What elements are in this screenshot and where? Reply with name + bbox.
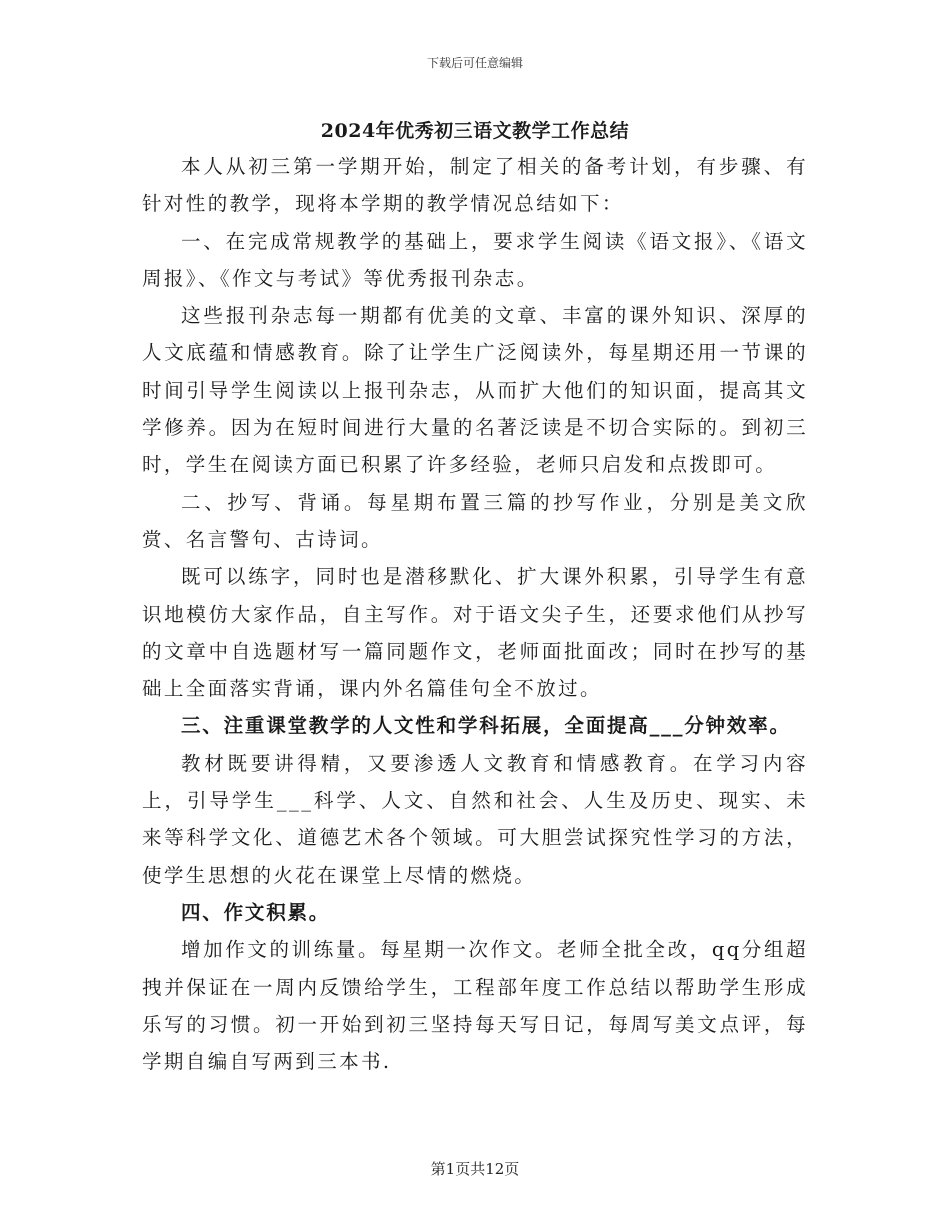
paragraph-section-2-heading: 二、抄写、背诵。每星期布置三篇的抄写作业，分别是美文欣赏、名言警句、古诗词。 bbox=[142, 490, 808, 551]
paragraph-intro: 本人从初三第一学期开始，制定了相关的备考计划，有步骤、有针对性的教学，现将本学期的教学情况总结如下： bbox=[142, 155, 808, 216]
paragraph-section-3-heading: 三、注重课堂教学的人文性和学科拓展，全面提高___分钟效率。 bbox=[181, 714, 791, 738]
paragraph-section-3-body: 教材既要讲得精，又要渗透人文教育和情感教育。在学习内容上，引导学生___科学、人文、自然和社会、人生及历史、现实、未来等科学文化、道德艺术各个领域。可大胆尝试探究性学习的方法，使学生思想的火花在课堂上尽情的燃烧。 bbox=[142, 751, 808, 887]
paragraph-section-4-body: 增加作文的训练量。每星期一次作文。老师全批全改，qq分组超拽并保证在一周内反馈给学生，工程部年度工作总结以帮助学生形成乐写的习惯。初一开始到初三坚持每天写日记，每周写美文点评，每学期自编自写两到三本书. bbox=[142, 938, 808, 1074]
document-body bbox=[142, 148, 808, 1080]
header-note: 下载后可任意编辑 bbox=[426, 56, 523, 70]
paragraph-section-1-body: 这些报刊杂志每一期都有优美的文章、丰富的课外知识、深厚的人文底蕴和情感教育。除了让学生广泛阅读外，每星期还用一节课的时间引导学生阅读以上报刊杂志，从而扩大他们的知识面，提高其文学修养。因为在短时间进行大量的名著泛读是不切合实际的。到初三时，学生在阅读方面已积累了许多经验，老师只启发和点拨即可。 bbox=[142, 304, 808, 477]
paragraph-section-2-body: 既可以练字，同时也是潜移默化、扩大课外积累，引导学生有意识地模仿大家作品，自主写作。对于语文尖子生，还要求他们从抄写的文章中自选题材写一篇同题作文，老师面批面改；同时在抄写的基础上全面落实背诵，课内外名篇佳句全不放过。 bbox=[142, 565, 808, 701]
paragraph-section-4-heading: 四、作文积累。 bbox=[181, 900, 331, 924]
page-number: 第1页共12页 bbox=[430, 1160, 520, 1178]
paragraph-section-1-heading: 一、在完成常规教学的基础上，要求学生阅读《语文报》、《语文周报》、《作文与考试》等优秀报刊杂志。 bbox=[142, 229, 808, 290]
document-title: 2024年优秀初三语文教学工作总结 bbox=[320, 120, 630, 142]
